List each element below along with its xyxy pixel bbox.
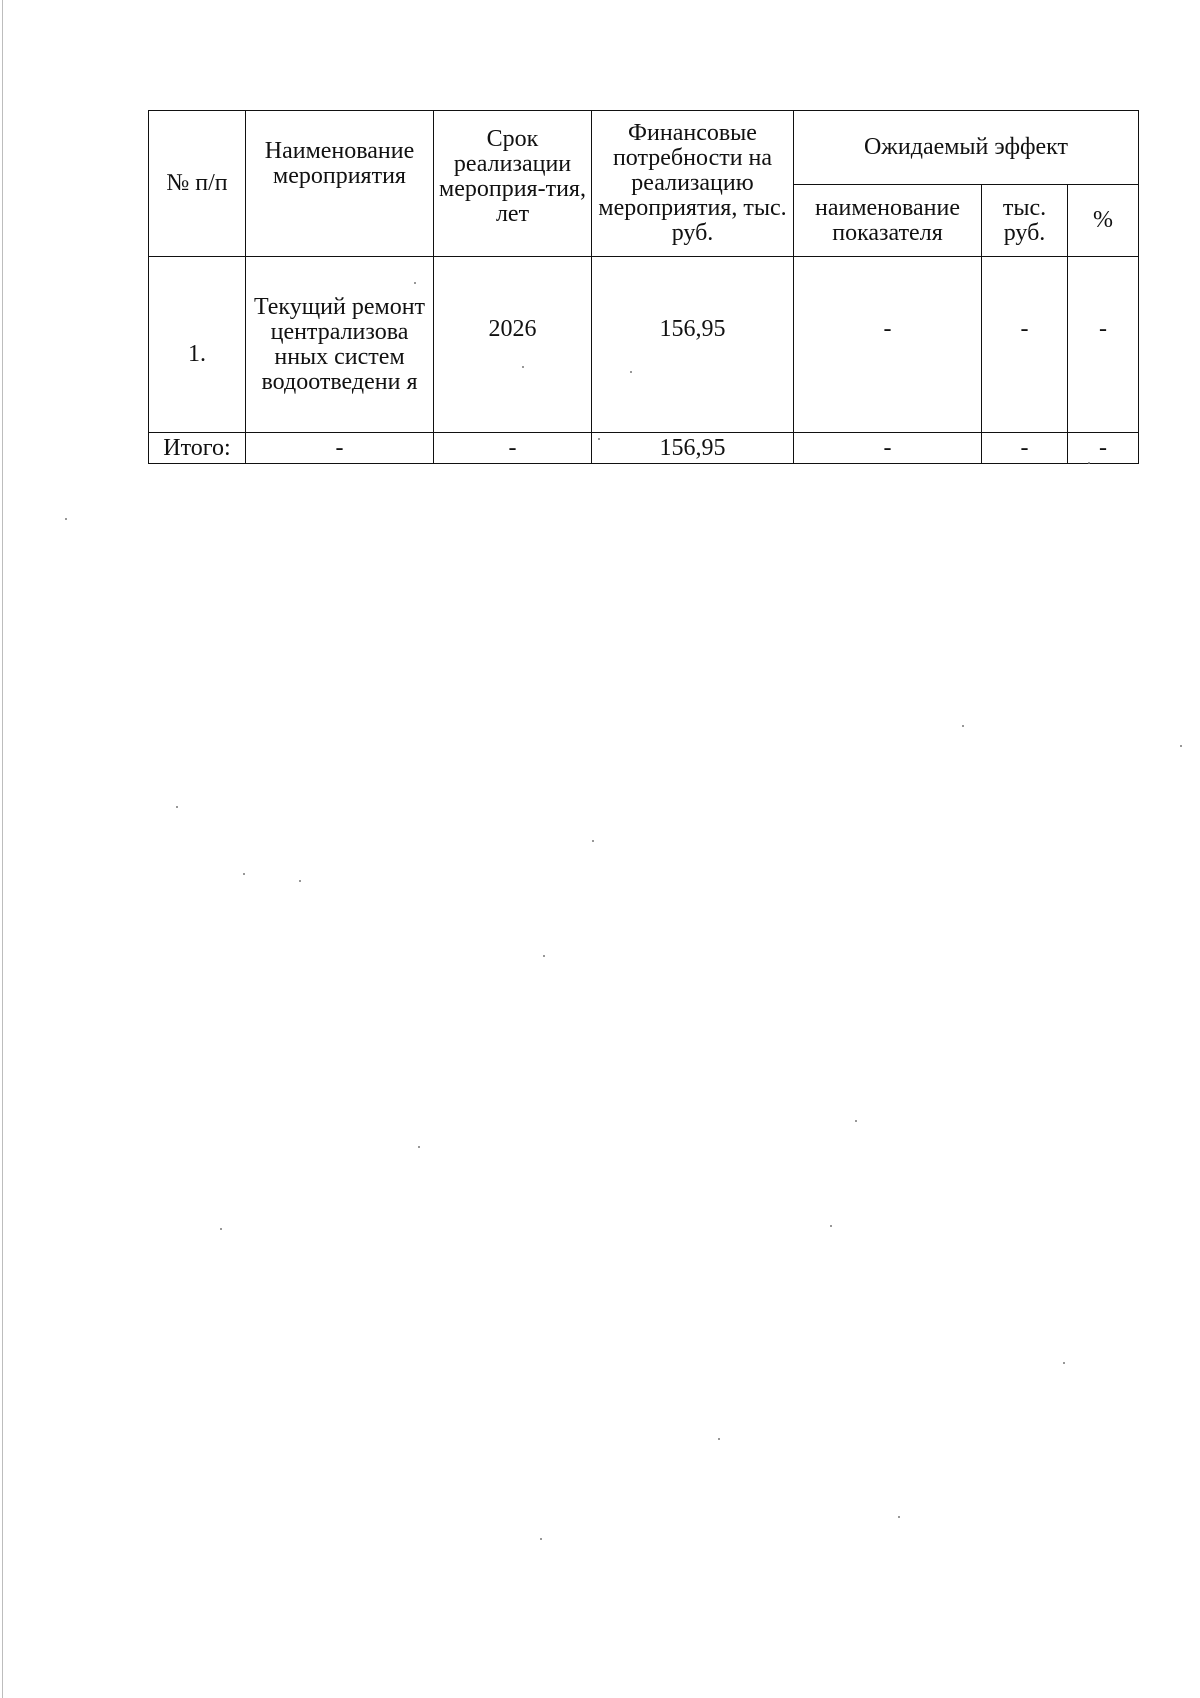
scan-speck (855, 1120, 857, 1122)
cell-effect-value: - (982, 257, 1068, 433)
scan-speck (299, 880, 301, 882)
scan-speck (522, 366, 524, 368)
cell-term: 2026 (434, 257, 592, 433)
scan-speck (543, 955, 545, 957)
header-term: Срок реализации мероприя-тия, лет (434, 111, 592, 257)
scan-speck (1088, 462, 1090, 464)
total-effect-indicator: - (794, 433, 982, 464)
scan-speck (1063, 1362, 1065, 1364)
table-row (149, 257, 1139, 433)
scan-speck (65, 518, 67, 520)
scan-edge-line (2, 0, 3, 1698)
scan-speck (176, 806, 178, 808)
total-finance: 156,95 (592, 433, 794, 464)
scan-speck (898, 1516, 900, 1518)
cell-finance: 156,95 (592, 257, 794, 433)
scan-speck (418, 1146, 420, 1148)
total-effect-percent: - (1068, 433, 1139, 464)
scan-speck (718, 1438, 720, 1440)
total-row (149, 433, 1139, 464)
scan-speck (598, 438, 600, 440)
scan-speck (220, 1228, 222, 1230)
measures-table (148, 110, 1139, 464)
scan-speck (1180, 745, 1182, 747)
header-effect-value: тыс. руб. (982, 185, 1068, 257)
scan-speck (243, 873, 245, 875)
cell-effect-percent: - (1068, 257, 1139, 433)
scan-speck (630, 371, 632, 373)
scan-speck (830, 1225, 832, 1227)
total-name: - (246, 433, 434, 464)
header-effect: Ожидаемый эффект (794, 111, 1139, 185)
cell-number: 1. (149, 257, 246, 433)
header-effect-indicator: наименование показателя (794, 185, 982, 257)
scan-speck (592, 840, 594, 842)
header-name: Наименование мероприятия (246, 111, 434, 257)
header-row (149, 111, 1139, 185)
total-label: Итого: (149, 433, 246, 464)
cell-effect-indicator: - (794, 257, 982, 433)
header-number: № п/п (149, 111, 246, 257)
total-effect-value: - (982, 433, 1068, 464)
total-term: - (434, 433, 592, 464)
header-effect-percent: % (1068, 185, 1139, 257)
scan-speck (540, 1538, 542, 1540)
scan-speck (414, 282, 416, 284)
header-finance: Финансовые потребности на реализацию мероприятия, тыс. руб. (592, 111, 794, 257)
scan-speck (962, 725, 964, 727)
cell-name: Текущий ремонт централизова нных систем водоотведени я (246, 257, 434, 433)
